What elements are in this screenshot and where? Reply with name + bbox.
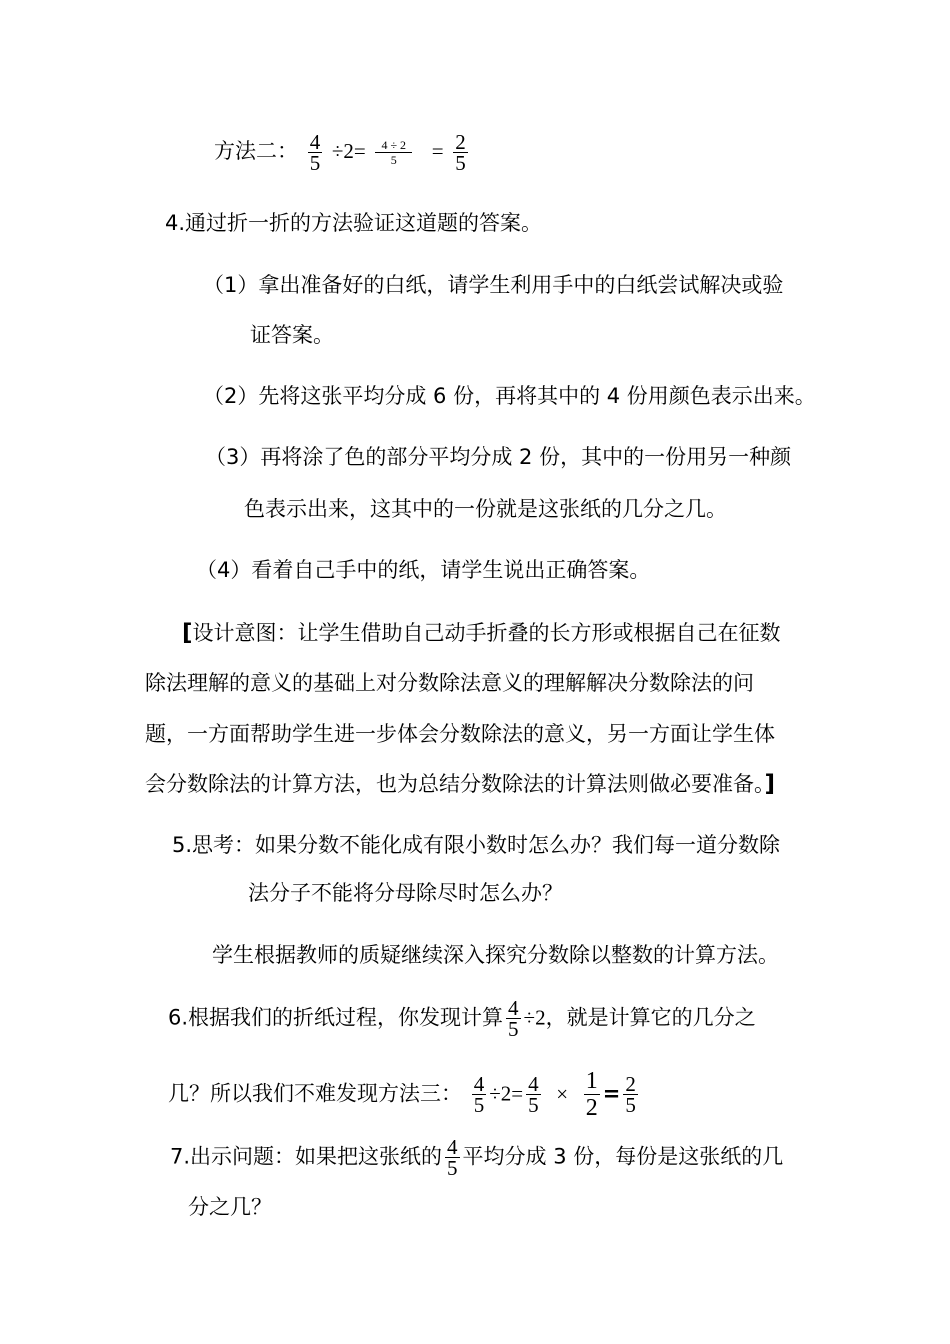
s5-line2: 法分子不能将分母除尽时怎么办？ xyxy=(248,881,563,905)
s4-item2: （2）先将这张平均分成 6 份，再将其中的 4 份用颜色表示出来。 xyxy=(203,384,816,408)
fraction-2-5: $\frac{2}{5}$ xyxy=(625,1072,636,1117)
design-line1: [设计意图：让学生借助自己动手折叠的长方形或根据自己在征数 xyxy=(182,620,781,646)
s7-line2: 分之几？ xyxy=(188,1195,272,1219)
method-two-line xyxy=(214,132,471,173)
s4-item4: （4）看着自己手中的纸，请学生说出正确答案。 xyxy=(196,558,651,582)
fraction-1-2: $\frac{1}{2}$ xyxy=(585,1068,598,1121)
equals-sign: = xyxy=(431,139,444,163)
equals-sign: = xyxy=(602,1081,621,1106)
design-line4: 会分数除法的计算方法，也为总结分数除法的计算法则做必要准备。] xyxy=(145,771,776,797)
times-sign: × xyxy=(556,1081,569,1106)
fraction-4-5: $\frac{4}{5}$ xyxy=(473,1072,485,1117)
s6-line2: 几？所以我们不难发现方法三： $\frac{4}{5}$ ÷2= $\frac{4}{5}$ × $\frac{1}{2}$ = $\frac{2}{5}$ xyxy=(168,1068,636,1121)
fraction-4-5: $\frac{4}{5}$ xyxy=(447,1135,458,1180)
fraction-4-5: $\frac{4}{5}$ xyxy=(309,130,321,175)
s5-line3: 学生根据教师的质疑继续深入探究分数除以整数的计算方法。 xyxy=(212,943,779,967)
method-two-label: 方法二： xyxy=(214,139,298,163)
open-bracket: [ xyxy=(182,620,193,646)
s4-item1-line1: （1）拿出准备好的白纸，请学生利用手中的白纸尝试解决或验 xyxy=(203,273,784,297)
s5-line1: 5.思考：如果分数不能化成有限小数时怎么办？我们每一道分数除 xyxy=(172,833,781,857)
s4-item1-line2: 证答案。 xyxy=(250,323,334,347)
fraction-2-5: $\frac{2}{5}$ xyxy=(455,130,466,175)
fraction-4-5: $\frac{4}{5}$ xyxy=(528,1072,539,1117)
fraction-4div2-5: $\frac{4 \div 2}{5}$ xyxy=(375,138,412,167)
divide-op: ÷2= xyxy=(331,139,366,163)
fraction-4-5: $\frac{4}{5}$ xyxy=(508,996,519,1041)
s7-line1: 7.出示问题：如果把这张纸的 $\frac{4}{5}$ 平均分成 3 份，每份是这张纸的几 xyxy=(170,1135,784,1180)
design-line2: 除法理解的意义的基础上对分数除法意义的理解解决分数除法的问 xyxy=(145,671,754,695)
s4-title: 4.通过折一折的方法验证这道题的答案。 xyxy=(165,211,543,235)
s4-item3-line2: 色表示出来，这其中的一份就是这张纸的几分之几。 xyxy=(244,497,727,521)
s4-item3-line1: （3）再将涂了色的部分平均分成 2 份，其中的一份用另一种颜 xyxy=(205,445,792,469)
close-bracket: ] xyxy=(764,771,776,797)
design-line3: 题，一方面帮助学生进一步体会分数除法的意义，另一方面让学生体 xyxy=(145,722,775,746)
s6-line1: 6.根据我们的折纸过程，你发现计算 $\frac{4}{5}$ ÷2，就是计算它的几分之 xyxy=(168,996,756,1041)
